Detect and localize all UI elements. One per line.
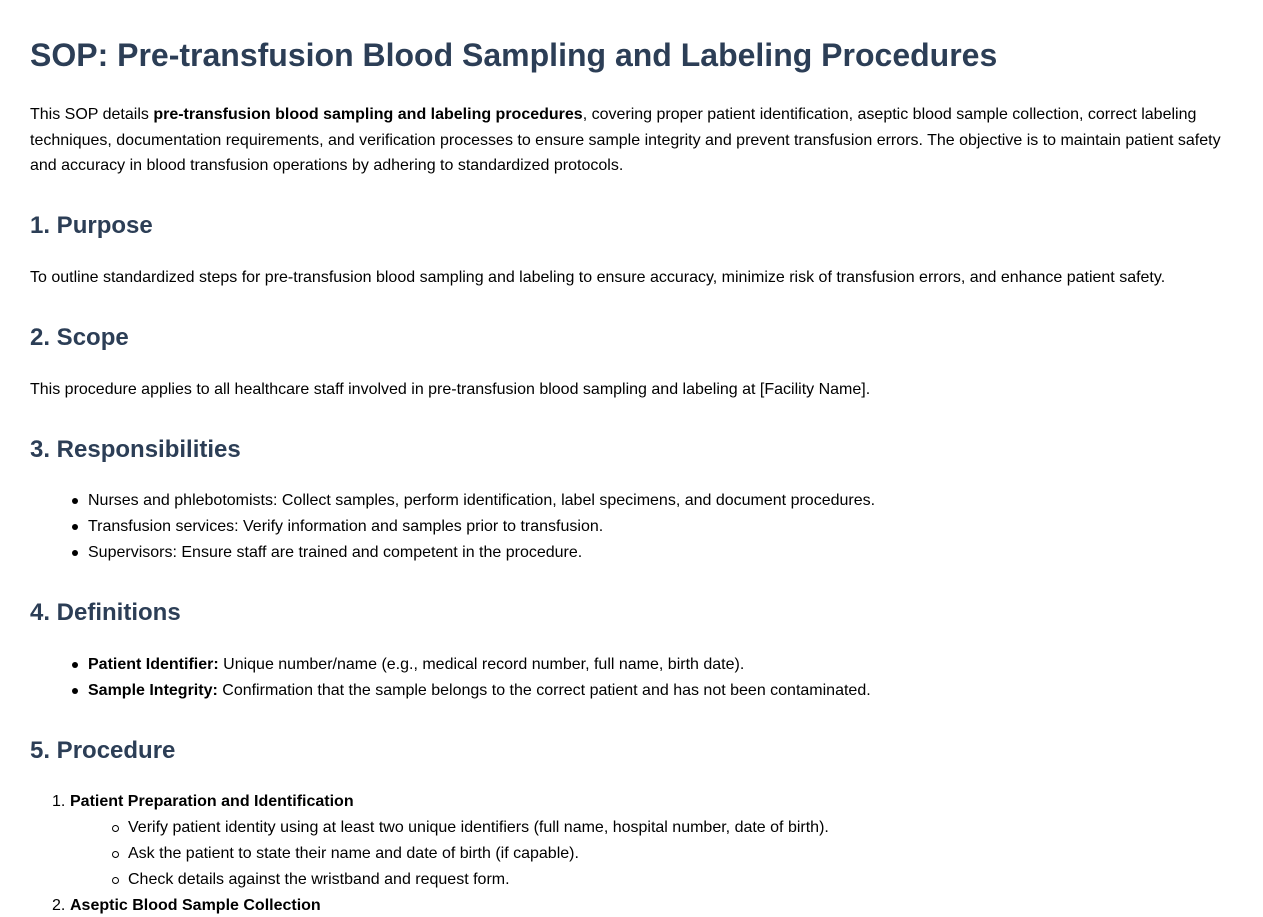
procedure-steps [30, 789, 829, 917]
section-heading-procedure: 5. Procedure [30, 737, 176, 764]
intro-bold: pre-transfusion blood sampling and labeling procedures [153, 106, 583, 123]
step-title: Aseptic Blood Sample Collection [70, 897, 321, 914]
scope-text: This procedure applies to all healthcare staff involved in pre-transfusion blood sampling and labeling at [Facility Name]. [30, 381, 871, 398]
intro-paragraph [30, 102, 1233, 179]
step-subitems [70, 815, 829, 893]
purpose-text: To outline standardized steps for pre-transfusion blood sampling and labeling to ensure accuracy, minimize risk of transfusion errors, and enhance patient safety. [30, 269, 1166, 286]
section-heading-definitions: 4. Definitions [30, 599, 181, 626]
list-item: Verify patient identity using at least two unique identifiers (full name, hospital number, date of birth). [70, 815, 829, 841]
definition-desc: Unique number/name (e.g., medical record number, full name, birth date). [218, 656, 745, 673]
list-item [30, 678, 871, 704]
step-number: 2. [52, 897, 66, 914]
intro-prefix: This SOP details [30, 106, 154, 123]
step-number: 1. [52, 793, 66, 810]
responsibilities-list [30, 488, 875, 566]
list-item [30, 652, 871, 678]
intro-suffix: , covering proper patient identification, aseptic blood sample collection, correct labeling techniques, documentation requirements, and verification processes to ensure sample integrity and prevent transfusion errors. The objective is to maintain patient safety and accuracy in blood transfusion operations by adhering to standardized protocols. [30, 106, 1221, 174]
procedure-step [30, 789, 829, 893]
page-title: SOP: Pre-transfusion Blood Sampling and Labeling Procedures [30, 37, 998, 73]
list-item: Supervisors: Ensure staff are trained and competent in the procedure. [30, 540, 875, 566]
procedure-step [30, 893, 829, 917]
list-item: Check details against the wristband and request form. [70, 867, 829, 893]
section-heading-responsibilities: 3. Responsibilities [30, 436, 241, 463]
list-item: Ask the patient to state their name and date of birth (if capable). [70, 841, 829, 867]
step-title: Patient Preparation and Identification [70, 793, 354, 810]
definitions-list [30, 652, 871, 704]
list-item: Transfusion services: Verify information and samples prior to transfusion. [30, 514, 875, 540]
section-heading-scope: 2. Scope [30, 324, 129, 351]
definition-term: Sample Integrity: [88, 682, 218, 699]
definition-term: Patient Identifier: [88, 656, 219, 673]
definition-desc: Confirmation that the sample belongs to the correct patient and has not been contaminated. [217, 682, 871, 699]
section-heading-purpose: 1. Purpose [30, 212, 153, 239]
list-item: Nurses and phlebotomists: Collect samples, perform identification, label specimens, and document procedures. [30, 488, 875, 514]
